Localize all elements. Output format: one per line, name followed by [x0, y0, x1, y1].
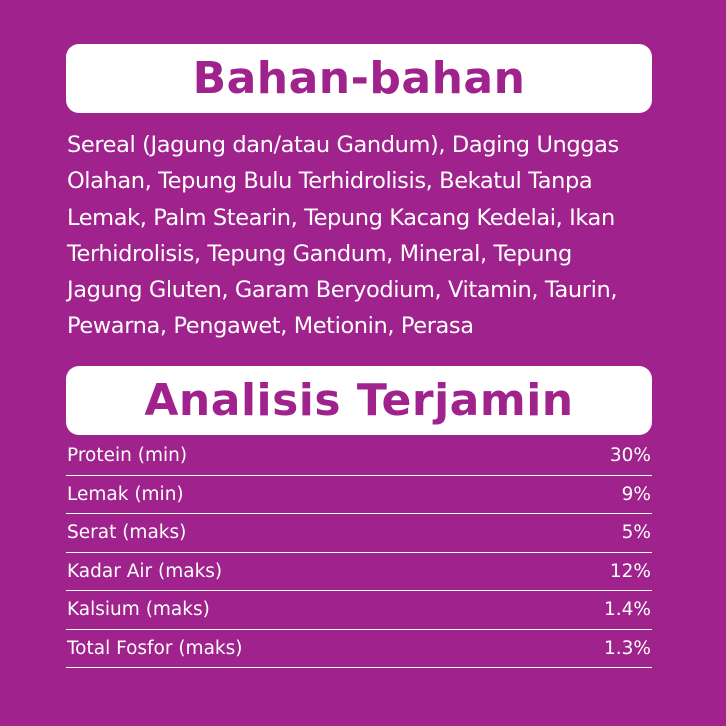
ingredients-heading: Bahan-bahan — [66, 44, 652, 113]
analysis-value: 12% — [609, 560, 651, 582]
guaranteed-analysis-table — [66, 437, 652, 668]
analysis-heading: Analisis Terjamin — [66, 366, 652, 435]
analysis-label: Lemak (min) — [67, 483, 184, 505]
ingredients-line: Pewarna, Pengawet, Metionin, Perasa — [67, 313, 474, 340]
analysis-row-protein — [66, 437, 652, 476]
analysis-value: 30% — [609, 445, 651, 467]
ingredients-text — [67, 127, 667, 345]
ingredients-line: Olahan, Tepung Bulu Terhidrolisis, Bekatul Tanpa — [67, 168, 593, 195]
analysis-row-calcium — [66, 591, 652, 630]
analysis-label: Protein (min) — [67, 445, 188, 467]
ingredients-line: Lemak, Palm Stearin, Tepung Kacang Kedelai, Ikan — [67, 204, 615, 231]
analysis-row-fiber — [66, 514, 652, 553]
analysis-label: Serat (maks) — [67, 522, 187, 544]
ingredients-line: Sereal (Jagung dan/atau Gandum), Daging Unggas — [67, 132, 619, 158]
analysis-label: Kalsium (maks) — [67, 599, 210, 621]
analysis-value: 9% — [621, 483, 651, 505]
analysis-row-fat — [66, 476, 652, 515]
analysis-label: Total Fosfor (maks) — [67, 637, 243, 659]
analysis-value: 5% — [621, 522, 651, 544]
analysis-value: 1.3% — [604, 637, 651, 659]
analysis-row-phosphorus — [66, 630, 652, 669]
ingredients-line: Terhidrolisis, Tepung Gandum, Mineral, Tepung — [67, 240, 572, 267]
analysis-label: Kadar Air (maks) — [67, 560, 223, 582]
analysis-value: 1.4% — [604, 599, 651, 621]
ingredients-line: Jagung Gluten, Garam Beryodium, Vitamin, Taurin, — [67, 277, 618, 304]
analysis-row-moisture — [66, 553, 652, 592]
